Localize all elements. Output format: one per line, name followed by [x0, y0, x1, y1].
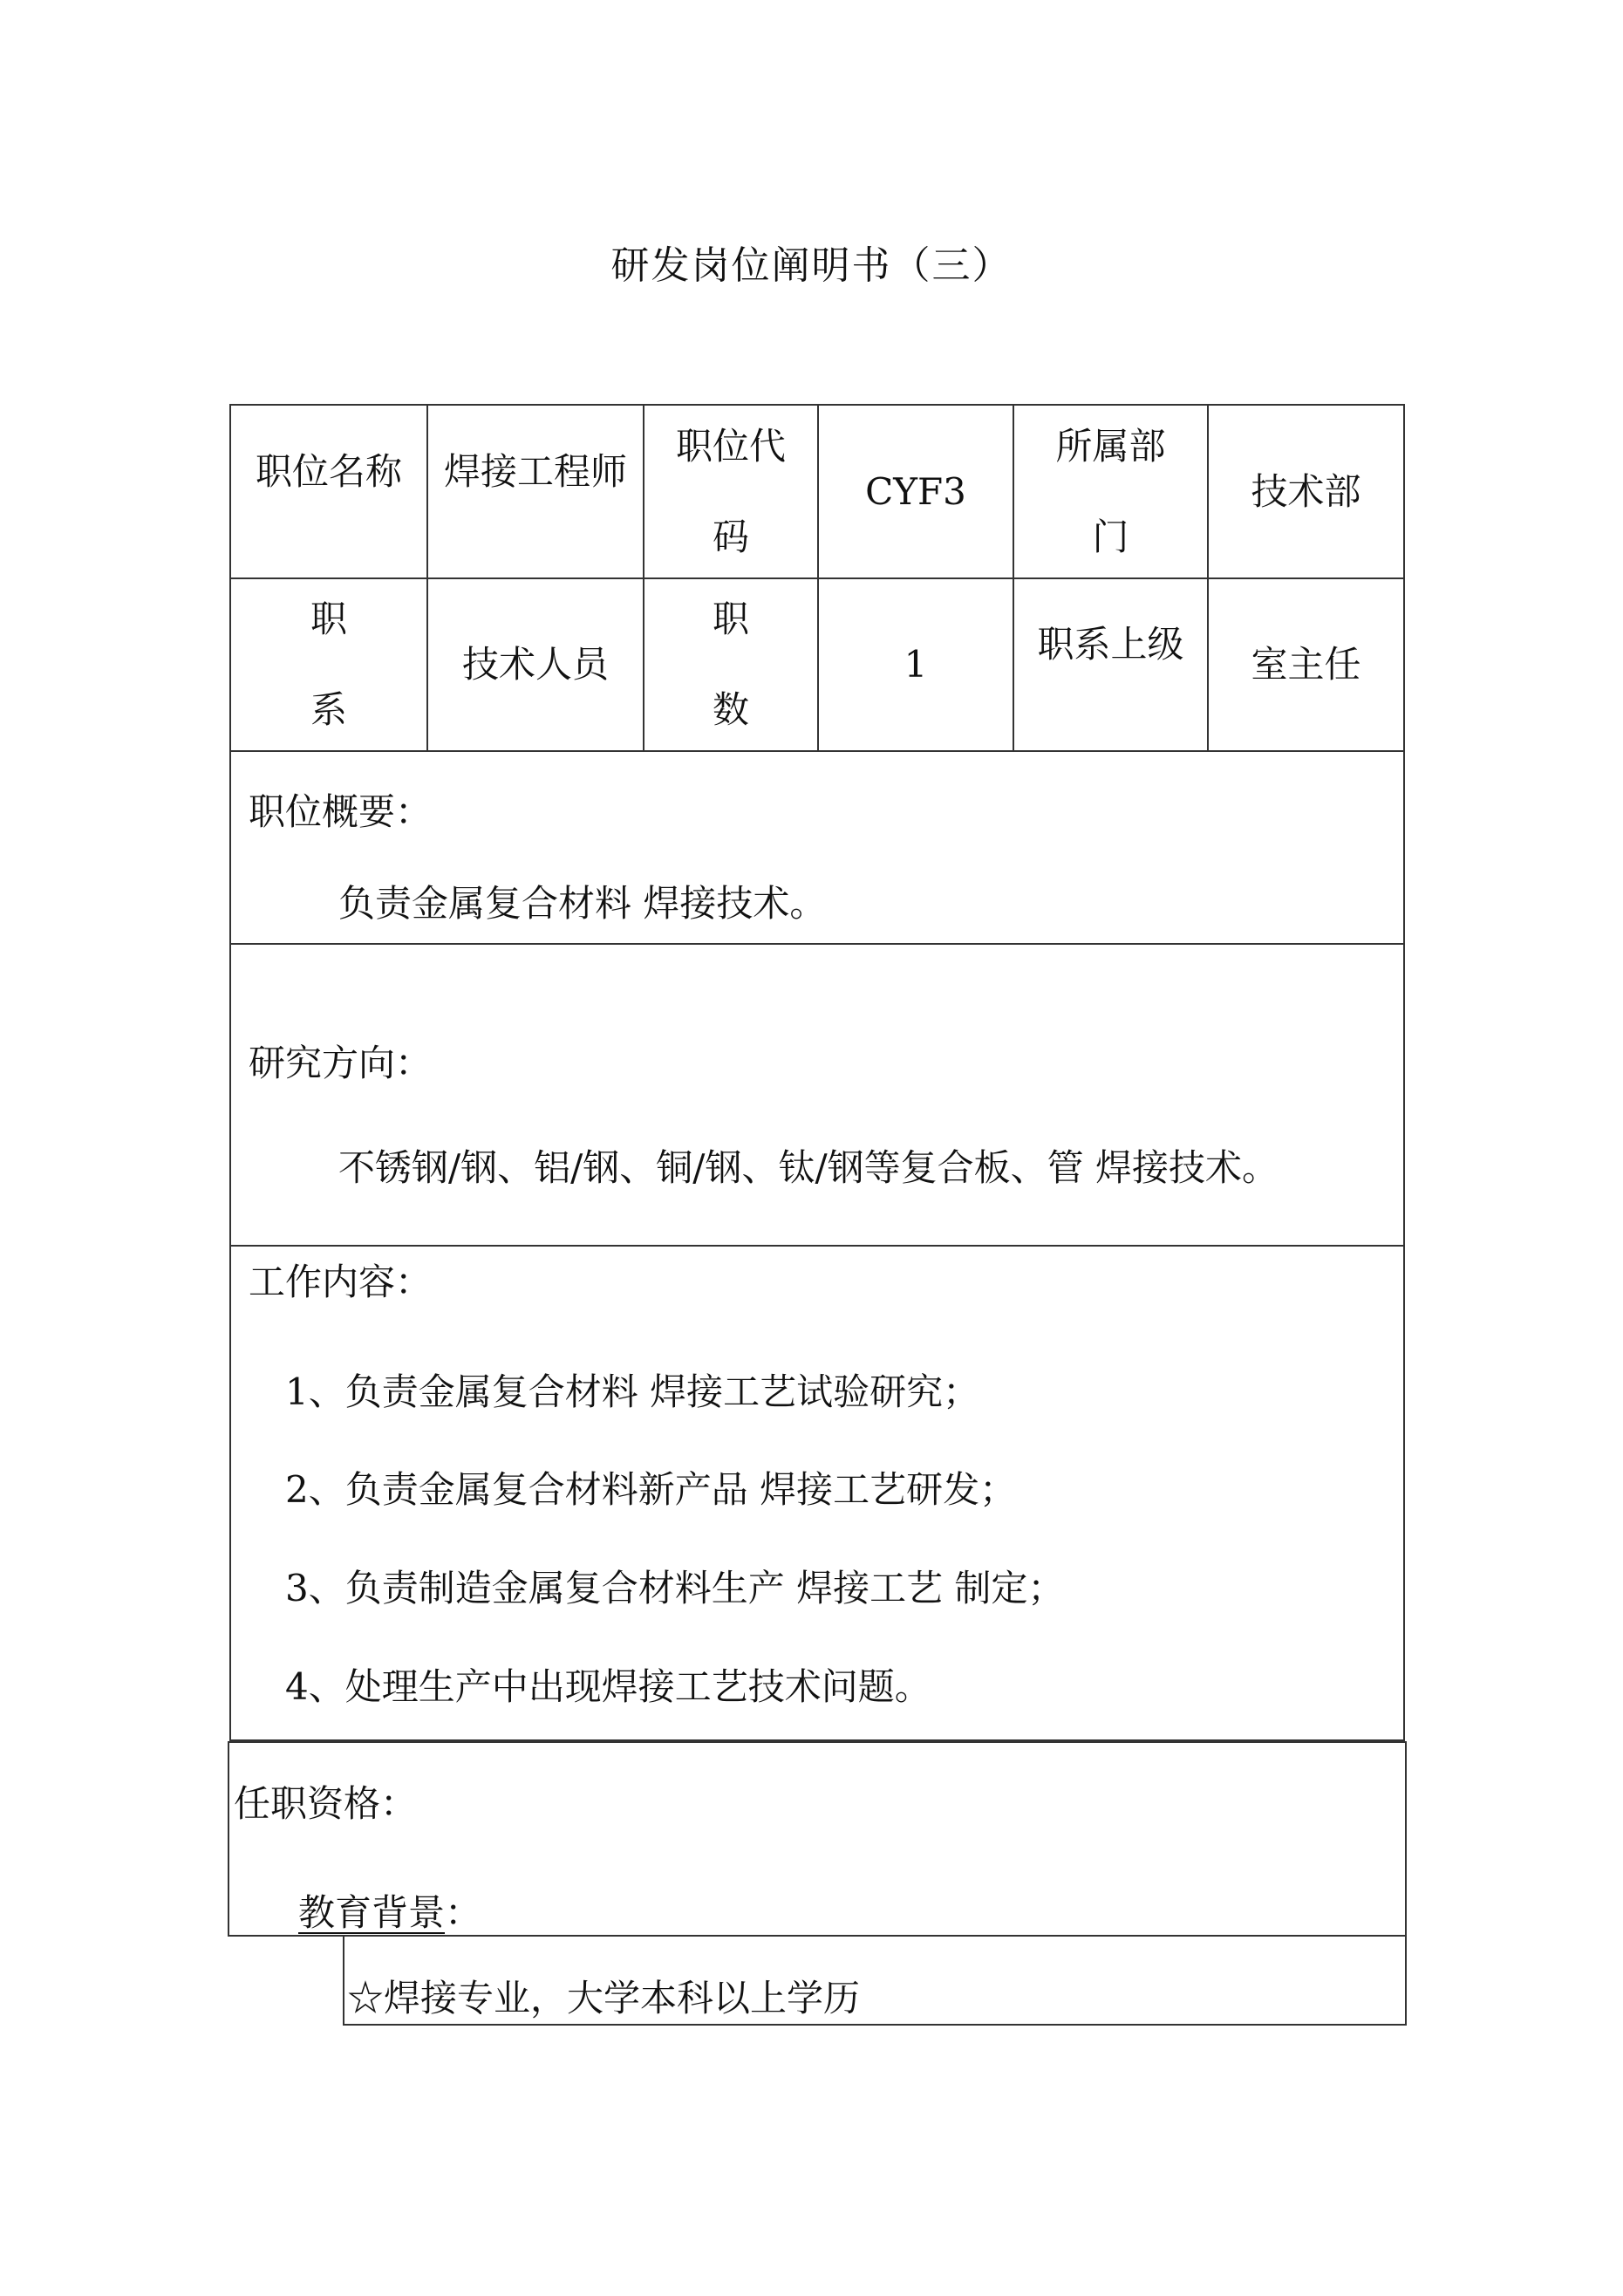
headcount-label-cell — [644, 579, 817, 750]
headcount-value-cell — [819, 579, 1013, 750]
job-family-value-cell — [428, 579, 643, 750]
page-title: 研发岗位阐明书（三） — [610, 243, 1013, 288]
work-item: 2、负责金属复合材料新产品 焊接工艺研发； — [285, 1468, 1017, 1511]
summary-text: 负责金属复合材料 焊接技术。 — [338, 882, 827, 925]
box-border-left — [228, 1741, 229, 1937]
education-colon: ： — [445, 1891, 482, 1934]
work-item: 3、负责制造金属复合材料生产 焊接工艺 制定； — [285, 1567, 1065, 1609]
department-value-cell — [1209, 406, 1403, 577]
position-code-label-cell — [644, 406, 817, 577]
superior-label-cell — [1014, 579, 1207, 750]
education-label: 教育背景 — [298, 1891, 446, 1934]
superior-value-cell — [1209, 579, 1403, 750]
table-border-right — [1403, 404, 1405, 1741]
research-text: 不锈钢/钢、铝/钢、铜/钢、钛/钢等复合板、管 焊接技术。 — [338, 1146, 1279, 1189]
department-label-line1: 所属部 — [1055, 424, 1166, 468]
research-heading: 研究方向： — [249, 1042, 433, 1084]
headcount-value: 1 — [904, 643, 928, 686]
work-item: 4、处理生产中出现焊接工艺技术问题。 — [285, 1665, 931, 1708]
table-rule — [229, 943, 1405, 945]
table-rule — [229, 1245, 1405, 1247]
position-name-value: 焊接工程师 — [443, 449, 627, 493]
education-requirement: ☆焊接专业，大学本科以上学历 — [347, 1977, 861, 2019]
position-code-value: CYF3 — [865, 469, 966, 513]
position-name-label: 职位名称 — [255, 449, 402, 493]
department-label-cell — [1014, 406, 1207, 577]
work-heading: 工作内容： — [249, 1261, 433, 1303]
position-name-label-cell — [231, 406, 426, 577]
box-border-right — [1405, 1741, 1407, 2026]
box-border-top — [228, 1741, 1407, 1743]
education-box-left — [343, 1935, 344, 2026]
superior-value: 室主任 — [1251, 643, 1361, 686]
superior-label: 职系上级 — [1037, 623, 1184, 666]
position-name-value-cell — [428, 406, 643, 577]
job-family-label-line1: 职 — [310, 598, 347, 640]
department-value: 技术部 — [1251, 469, 1361, 513]
position-code-label-line1: 职位代 — [675, 424, 786, 468]
education-box-bottom — [343, 2024, 1407, 2026]
headcount-label-line1: 职 — [712, 598, 749, 640]
job-family-label-cell — [231, 579, 426, 750]
position-code-label-line2: 码 — [712, 515, 749, 558]
work-item: 1、负责金属复合材料 焊接工艺试验研究； — [285, 1370, 980, 1413]
position-code-value-cell — [819, 406, 1013, 577]
education-label-line — [298, 1884, 481, 1937]
department-label-line2: 门 — [1092, 515, 1129, 558]
job-family-label-line2: 系 — [310, 688, 347, 731]
summary-heading: 职位概要： — [249, 790, 433, 833]
job-family-value: 技术人员 — [461, 643, 609, 686]
qualifications-heading: 任职资格： — [234, 1782, 418, 1825]
headcount-label-line2: 数 — [712, 688, 749, 731]
